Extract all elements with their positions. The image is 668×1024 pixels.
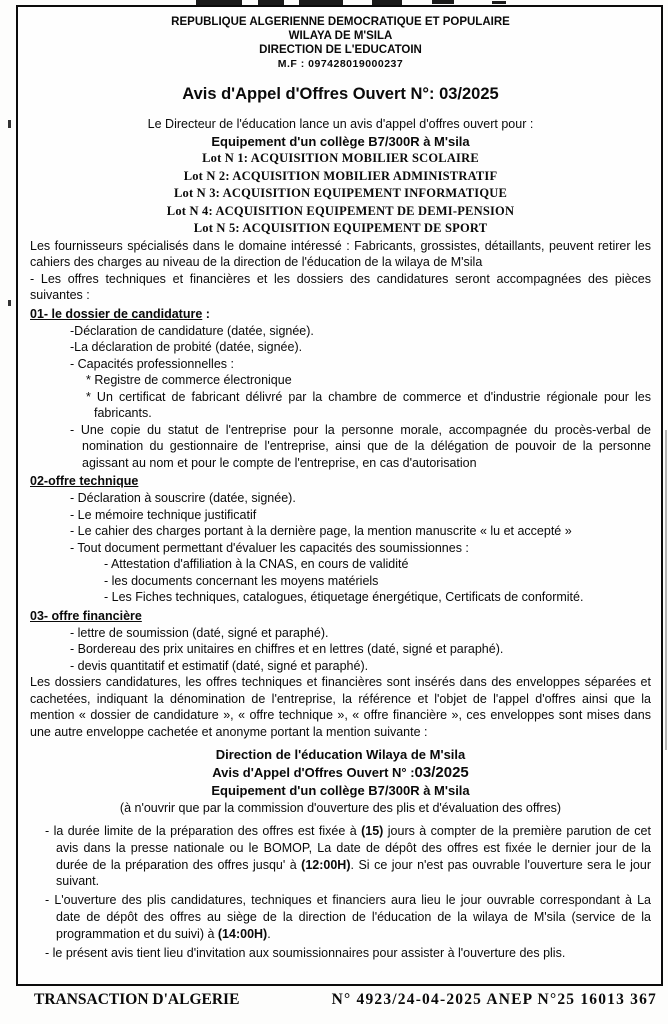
scan-artifact	[8, 300, 11, 306]
wilaya-header-line: WILAYA DE M'SILA	[288, 30, 393, 42]
section-1-heading-colon: :	[202, 306, 210, 321]
envelope-paragraph: Les dossiers candidatures, les offres techniques et financières sont insérés dans des enveloppes séparées et cachetées, indiquant la dénomination de l'entreprise, la référence et l'objet de l'appel d'offres ainsi que la mention « dossier de candidature », « offre technique », « offre financière », ces enveloppes sont mises dans une autre enveloppe cachetée et anonyme portant la mention suivante :	[30, 675, 651, 739]
candidature-item-1: -Déclaration de candidature (datée, signée).	[70, 323, 314, 338]
candidature-subitem-1: * Registre de commerce électronique	[86, 373, 292, 387]
candidature-subitem-2: * Un certificat de fabricant délivré par la chambre de commerce et d'industrie régionale pour les fabricants.	[86, 389, 651, 420]
deadline-note-text-3: . Si ce jour n'est pas ouvrable l'ouverture sera le jour suivant.	[56, 857, 651, 889]
lot-line-3: Lot N 3: ACQUISITION EQUIPEMENT INFORMATIQUE	[173, 186, 508, 200]
financiere-item-2: - Bordereau des prix unitaires en chiffres et en lettres (daté, signé et paraphé).	[70, 642, 504, 656]
invitation-note: - le présent avis tient lieu d'invitation aux soumissionnaires pour assister à l'ouverture des plis.	[45, 945, 566, 960]
section-1-heading-text: 01- le dossier de candidature	[30, 306, 203, 321]
project-name: Equipement d'un collège B7/300R à M'sila	[211, 134, 470, 149]
envelope-opening-note: (à n'ouvrir que par la commission d'ouverture des plis et d'évaluation des offres)	[119, 801, 562, 815]
deadline-days-bold: (15)	[361, 824, 384, 838]
opening-note	[30, 892, 651, 942]
deadline-hour-bold: (12:00H)	[301, 857, 351, 872]
intro-lead: Le Directeur de l'éducation lance un avis d'appel d'offres ouvert pour :	[147, 117, 534, 131]
scan-artifact	[492, 1, 506, 4]
technique-subitem-3: - Les Fiches techniques, catalogues, étiquetage énergétique, Certificats de conformité.	[104, 590, 584, 604]
deadline-note	[30, 823, 651, 890]
candidature-item-2: -La déclaration de probité (datée, signée).	[70, 340, 303, 354]
financiere-item-1: - lettre de soumission (daté, signé et paraphé).	[70, 625, 329, 640]
envelope-address-avis: Avis d'Appel d'Offres Ouvert N° :	[212, 765, 415, 780]
offers-paragraph: - Les offres techniques et financières et les dossiers des candidatures seront accompagnées des pièces suivantes :	[30, 271, 651, 302]
envelope-address-line-2	[30, 764, 651, 782]
envelope-address-number: 03/2025	[414, 764, 469, 781]
technique-item-1: - Déclaration à souscrire (datée, signée).	[70, 491, 296, 505]
technique-subitem-2: - les documents concernant les moyens matériels	[104, 573, 379, 588]
envelope-address-line-3: Equipement d'un collège B7/300R à M'sila	[211, 783, 470, 798]
section-2-heading-text: 02-offre technique	[30, 474, 139, 488]
technique-item-2: - Le mémoire technique justificatif	[70, 507, 257, 522]
notice-title: Avis d'Appel d'Offres Ouvert N°: 03/2025	[182, 85, 499, 103]
notice-border-box	[16, 5, 663, 986]
scan-artifact	[665, 430, 667, 750]
technique-subitem-1: - Attestation d'affiliation à la CNAS, en cours de validité	[104, 557, 409, 571]
lot-line-2: Lot N 2: ACQUISITION MOBILIER ADMINISTRATIF	[183, 168, 498, 183]
technique-item-3: - Le cahier des charges portant à la dernière page, la mention manuscrite « lu et accepté »	[70, 524, 572, 538]
newspaper-footer	[16, 991, 663, 1009]
anep-reference: N° 4923/24-04-2025 ANEP N°25 16013 367	[331, 991, 657, 1008]
candidature-item-4: - Une copie du statut de l'entreprise pour la personne morale, accompagnée du procès-verbal de nomination du gestionnaire de l'entreprise, ainsi que de la délégation de pouvoir de la personne agissant au nom et pour le compte de l'entreprise, en cas d'autorisation	[70, 422, 651, 470]
opening-note-text: - L'ouverture des plis candidatures, techniques et financiers aura lieu le jour ouvrable correspondant à La date de dépôt des offres au siège de la direction de l'éducation de la wilaya de M'sila (service de la programmation et du suivi) à	[45, 893, 651, 941]
technique-item-4: - Tout document permettant d'évaluer les capacités des soumissionnes :	[70, 540, 469, 555]
opening-hour-bold: (14:00H)	[217, 926, 268, 941]
section-3-heading-text: 03- offre financière	[30, 608, 142, 623]
fiscal-id-line: M.F : 097428019000237	[277, 58, 404, 70]
lot-line-1: Lot N 1: ACQUISITION MOBILIER SCOLAIRE	[202, 151, 479, 165]
candidature-item-3: - Capacités professionnelles :	[70, 356, 234, 371]
deadline-note-text: - la durée limite de la préparation des offres est fixée à	[45, 824, 362, 838]
direction-header-line: DIRECTION DE L'EDUCATOIN	[259, 44, 422, 56]
scan-artifact	[8, 120, 11, 128]
deadline-note-text-2: jours à compter de la première parution de cet avis dans la presse nationale ou le BOMOP, La date de dépôt des offres est fixée le dernier jour de la durée de la préparation des offres jusqu' à	[56, 824, 651, 872]
republic-header-line: REPUBLIQUE ALGERIENNE DEMOCRATIQUE ET POPULAIRE	[171, 16, 510, 28]
opening-note-text-2: .	[267, 926, 271, 941]
financiere-item-3: - devis quantitatif et estimatif (daté, signé et paraphé).	[70, 658, 369, 673]
section-1-heading	[30, 306, 651, 323]
section-2-heading	[30, 473, 651, 490]
scan-artifact	[432, 0, 454, 4]
suppliers-paragraph: Les fournisseurs spécialisés dans le domaine intéressé : Fabricants, grossistes, détaillants, peuvent retirer les cahiers des charges au niveau de la direction de l'éducation de la wilaya de M'sila	[30, 238, 651, 269]
section-3-heading	[30, 608, 651, 625]
lot-line-5: Lot N 5: ACQUISITION EQUIPEMENT DE SPORT	[193, 221, 488, 235]
publication-name: TRANSACTION D'ALGERIE	[34, 991, 240, 1008]
lot-line-4: Lot N 4: ACQUISITION EQUIPEMENT DE DEMI-PENSION	[166, 203, 515, 218]
envelope-address-line-1: Direction de l'éducation Wilaya de M'sila	[215, 747, 466, 762]
